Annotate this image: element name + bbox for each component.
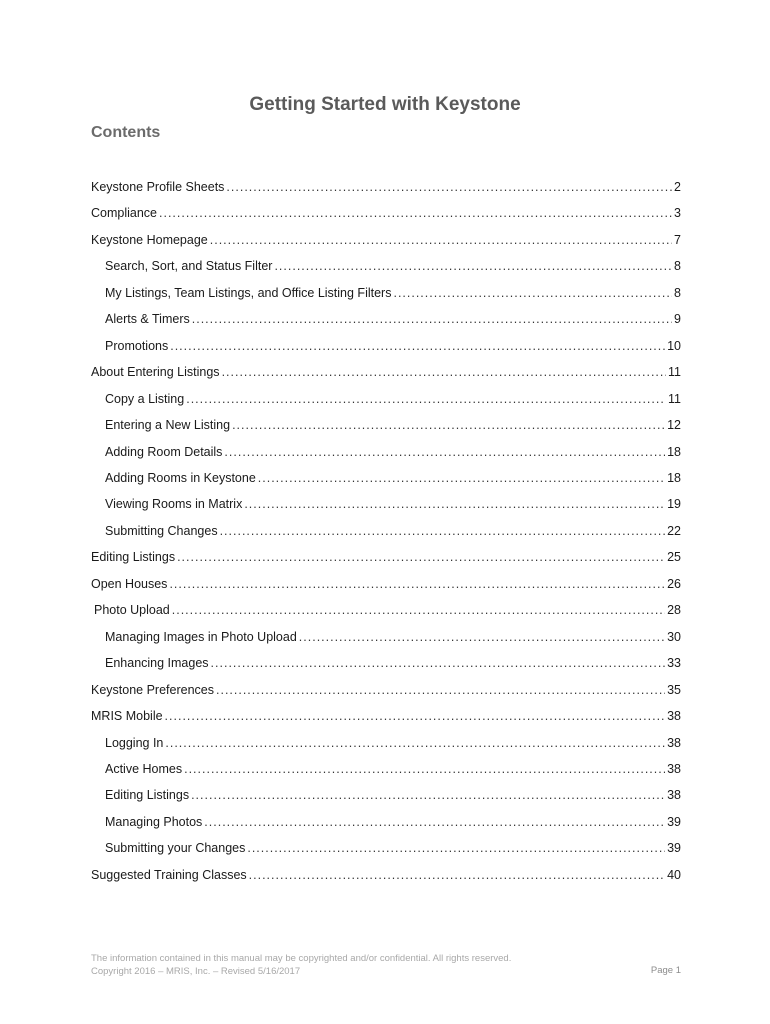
toc-entry-label: Managing Photos [105,814,203,829]
toc-entry-page: 38 [667,788,681,803]
toc-dot-leader [244,497,665,511]
toc-entry-label: Enhancing Images [105,656,209,671]
toc-subentry[interactable] [91,762,681,788]
toc-entry[interactable] [91,550,681,576]
toc-entry-label: Viewing Rooms in Matrix [105,497,243,512]
toc-entry-label: MRIS Mobile [91,709,163,724]
toc-entry[interactable] [91,868,681,894]
toc-subentry[interactable] [91,339,681,365]
toc-dot-leader [184,762,665,776]
toc-entry-page: 22 [667,523,681,538]
toc-entry-label: Search, Sort, and Status Filter [105,259,273,274]
toc-entry[interactable] [91,709,681,735]
toc-entry-label: Keystone Profile Sheets [91,180,225,194]
toc-entry-page: 38 [667,735,681,750]
toc-entry-label: Keystone Preferences [91,682,214,697]
toc-dot-leader [192,312,672,326]
toc-dot-leader [165,736,665,750]
toc-dot-leader [165,709,666,723]
toc-entry-page: 30 [667,629,681,644]
toc-entry-label: Keystone Homepage [91,232,208,247]
toc-subentry[interactable] [91,788,681,814]
toc-dot-leader [210,233,672,247]
toc-subentry[interactable] [91,259,681,285]
toc-dot-leader [224,445,665,459]
toc-dot-leader [299,630,665,644]
toc-dot-leader [274,259,672,273]
toc-dot-leader [232,418,665,432]
toc-entry-page: 18 [667,470,681,485]
footer-confidentiality-notice: The information contained in this manual may be copyrighted and/or confidential. All rights reserved. [91,953,512,964]
toc-entry[interactable] [91,233,681,259]
toc-dot-leader [393,286,672,300]
toc-entry-page: 10 [667,338,681,353]
toc-entry[interactable] [91,365,681,391]
page-number: Page 1 [650,965,681,976]
toc-entry-label: Photo Upload [94,603,170,618]
toc-dot-leader [204,815,665,829]
toc-entry-page: 2 [674,180,681,194]
toc-subentry[interactable] [91,286,681,312]
toc-entry-label: Suggested Training Classes [91,867,247,882]
toc-entry[interactable] [91,603,681,629]
toc-entry-page: 38 [667,761,681,776]
toc-entry-page: 9 [674,312,681,327]
toc-subentry[interactable] [91,736,681,762]
toc-entry-page: 18 [667,444,681,459]
toc-dot-leader [191,788,665,802]
toc-entry-page: 39 [667,841,681,856]
toc-entry-page: 19 [667,497,681,512]
toc-subentry[interactable] [91,841,681,867]
toc-subentry[interactable] [91,524,681,550]
toc-entry-label: Copy a Listing [105,391,185,406]
toc-entry-page: 33 [667,656,681,671]
toc-entry[interactable] [91,577,681,603]
toc-subentry[interactable] [91,392,681,418]
toc-entry-page: 25 [667,550,681,565]
footer-copyright: Copyright 2016 – MRIS, Inc. – Revised 5/16/2017 [91,966,301,977]
toc-entry-page: 35 [667,682,681,697]
toc-entry-page: 11 [668,391,681,406]
toc-dot-leader [216,683,665,697]
toc-entry-page: 28 [667,603,681,618]
toc-entry-label: About Entering Listings [91,365,220,380]
toc-subentry[interactable] [91,312,681,338]
toc-entry-label: Open Houses [91,576,168,591]
toc-entry-label: Alerts & Timers [105,312,190,327]
toc-entry-page: 11 [668,365,681,380]
contents-heading: Contents [91,124,161,141]
toc-subentry[interactable] [91,497,681,523]
toc-entry-label: Adding Rooms in Keystone [105,470,256,485]
toc-subentry[interactable] [91,630,681,656]
toc-subentry[interactable] [91,445,681,471]
toc-entry-label: Editing Listings [91,550,176,565]
table-of-contents [91,180,681,894]
toc-entry-label: Submitting your Changes [105,841,246,856]
toc-dot-leader [186,392,666,406]
toc-entry[interactable] [91,206,681,232]
toc-entry-label: Adding Room Details [105,444,223,459]
toc-dot-leader [247,841,665,855]
toc-dot-leader [177,550,665,564]
toc-dot-leader [169,577,665,591]
toc-entry-label: Compliance [91,206,158,221]
toc-dot-leader [172,603,665,617]
toc-entry-label: Entering a New Listing [105,418,231,433]
toc-entry-page: 39 [667,814,681,829]
toc-subentry[interactable] [91,471,681,497]
toc-dot-leader [159,206,672,220]
toc-entry-page: 3 [674,206,681,221]
toc-entry-label: Promotions [105,338,169,353]
toc-entry-page: 38 [667,709,681,724]
toc-subentry[interactable] [91,656,681,682]
toc-entry-page: 8 [674,259,681,274]
toc-entry-page: 40 [667,867,681,882]
toc-entry-page: 7 [674,232,681,247]
toc-subentry[interactable] [91,418,681,444]
toc-entry[interactable] [91,180,681,206]
toc-entry-page: 8 [674,285,681,300]
toc-entry[interactable] [91,683,681,709]
toc-entry-label: Submitting Changes [105,523,218,538]
toc-entry-page: 12 [667,418,681,433]
toc-entry-page: 26 [667,576,681,591]
toc-entry-label: My Listings, Team Listings, and Office Listing Filters [105,285,392,300]
toc-entry-label: Managing Images in Photo Upload [105,629,297,644]
toc-dot-leader [211,656,666,670]
toc-dot-leader [226,180,672,194]
page-title: Getting Started with Keystone [249,94,521,115]
page-footer [91,952,681,978]
toc-subentry[interactable] [91,815,681,841]
toc-dot-leader [220,524,666,538]
toc-dot-leader [249,868,665,882]
toc-entry-label: Editing Listings [105,788,190,803]
toc-dot-leader [222,365,666,379]
toc-dot-leader [170,339,665,353]
toc-entry-label: Logging In [105,735,164,750]
toc-entry-label: Active Homes [105,761,183,776]
toc-dot-leader [258,471,665,485]
